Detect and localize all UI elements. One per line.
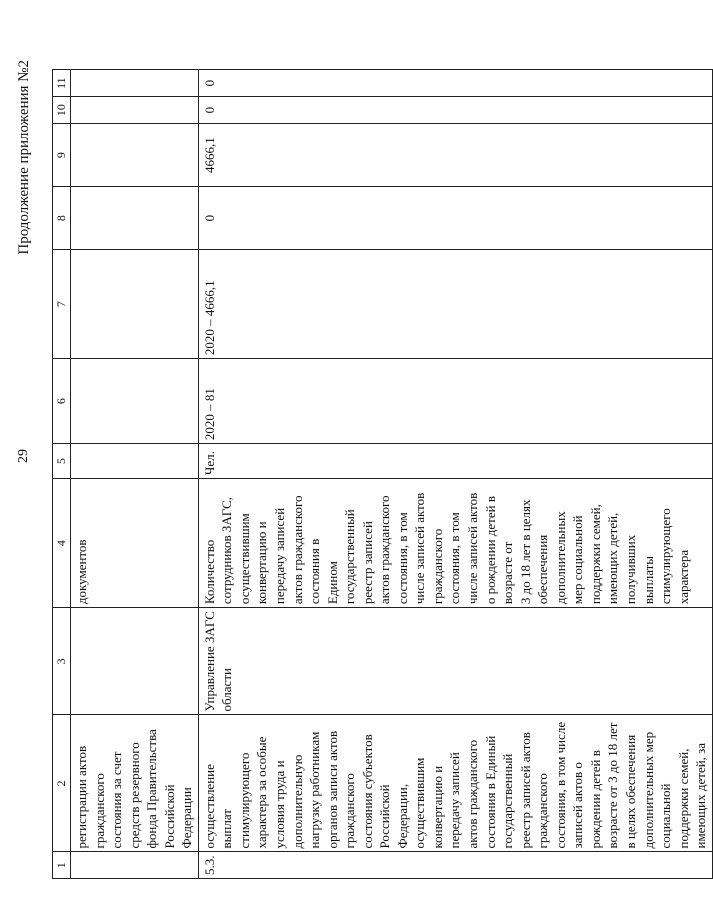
text-line: характера (675, 549, 691, 605)
text-line: Управление ЗАГС (201, 611, 217, 712)
text-line: реестр записей актов (517, 732, 533, 849)
cell (71, 444, 199, 479)
text-line: в целях обеспечения (622, 734, 638, 849)
page-number: 29 (16, 449, 31, 463)
text-line: гражданского (429, 528, 445, 605)
cell (71, 187, 199, 250)
text-line: Федерации, (394, 783, 410, 849)
cell (71, 70, 199, 97)
text-line: поддержки семей, (675, 748, 691, 849)
text-line: нагрузку работникам (307, 731, 323, 849)
text-line: дополнительную (289, 754, 305, 849)
text-line: состояния, в том числе (552, 721, 568, 849)
row2-col4-cell (198, 479, 712, 608)
text-line: реестр записей (359, 521, 375, 605)
text-line: мер социальной (570, 515, 586, 605)
text-line: о рождении детей в (482, 496, 498, 605)
text-line: Федерации (179, 787, 195, 849)
row2-col3-cell (198, 608, 712, 715)
row2-col2-cell (198, 715, 712, 852)
text-line: сотрудников ЗАГС, (219, 496, 235, 605)
text-line: записей актов о (570, 762, 586, 849)
text-line: актов гражданского (289, 495, 305, 605)
row1-col2-cell (71, 715, 199, 852)
text-line: гражданского (535, 773, 551, 849)
text-line: социальной (658, 783, 674, 849)
row1-col4-cell (71, 479, 199, 608)
text-line: дополнительных (552, 511, 568, 605)
unit-cell: Чел. (198, 444, 712, 479)
cell (71, 97, 199, 124)
col-num-4: 4 (53, 479, 71, 608)
text-line: Российской (161, 784, 177, 849)
text-line: органов записи актов (324, 730, 340, 849)
text-line: дополнительных мер (640, 731, 656, 849)
col-num-2: 2 (53, 715, 71, 852)
table-row (198, 70, 712, 879)
text-line: Российской (377, 784, 393, 849)
col-num-9: 9 (53, 124, 71, 187)
cell (71, 250, 199, 359)
row2-col8-cell: 0 (198, 187, 712, 250)
text-line: получивших (622, 534, 638, 605)
text-line: числе записей актов (412, 492, 428, 605)
text-line: передачу записей (447, 752, 463, 849)
text-line: возрасте от (500, 541, 516, 605)
text-line: условия труда и (272, 760, 288, 849)
text-line: состояния за счет (109, 751, 125, 849)
text-line: состояния, в том (447, 512, 463, 605)
text-line: имеющих детей, за (693, 742, 709, 849)
text-line: числе записей актов (465, 492, 481, 605)
col-num-11: 11 (53, 70, 71, 97)
text-line: состояния в Единый (482, 735, 498, 849)
row2-col9-cell: 4666,1 (198, 124, 712, 187)
text-line: области (219, 668, 235, 712)
text-line: 3 до 18 лет в целях (517, 499, 533, 605)
text-line: конвертацию и (429, 765, 445, 849)
text-line: актов гражданского (377, 495, 393, 605)
cell (71, 359, 199, 444)
text-line: Количество (201, 539, 217, 605)
col-num-5: 5 (53, 444, 71, 479)
text-line: осуществление (201, 764, 217, 849)
cell (71, 608, 199, 715)
col-num-10: 10 (53, 97, 71, 124)
text-line: поддержки семей, (587, 504, 603, 605)
col-num-3: 3 (53, 608, 71, 715)
text-line: Едином (324, 561, 340, 605)
col-num-8: 8 (53, 187, 71, 250)
text-line: состояния, в том (394, 512, 410, 605)
continuation-heading: Продолжение приложения №2 (16, 60, 32, 255)
text-line: имеющих детей, (605, 512, 621, 605)
text-line: осуществившим (236, 513, 252, 605)
text-line: стимулирующего (658, 508, 674, 605)
text-line: выплаты (640, 555, 656, 605)
col-num-6: 6 (53, 359, 71, 444)
text-line: гражданского (91, 773, 107, 849)
row2-col6-cell: 2020 – 81 (198, 359, 712, 444)
cell (71, 124, 199, 187)
text-line: обеспечения (535, 534, 551, 605)
text-line: возрасте от 3 до 18 лет (605, 722, 621, 849)
text-line: передачу записей (272, 507, 288, 605)
text-line: стимулирующего (236, 752, 252, 849)
text-line: регистрации актов (74, 745, 89, 849)
text-line: документов (74, 539, 89, 605)
row2-col7-cell: 2020 – 4666,1 (198, 250, 712, 359)
text-line: выплат (219, 809, 235, 849)
table-row (71, 70, 199, 879)
text-line: рождении детей в (587, 750, 603, 849)
col-num-7: 7 (53, 250, 71, 359)
text-line: государственный (342, 509, 358, 605)
text-line: конвертацию и (254, 521, 270, 605)
text-line: фонда Правительства (144, 729, 160, 849)
cell (71, 852, 199, 879)
text-line: состояния субъектов (359, 734, 375, 849)
appendix-table (52, 69, 713, 879)
text-line: средств резервного (126, 742, 142, 849)
text-line: осуществившим (412, 757, 428, 849)
col-num-1: 1 (53, 852, 71, 879)
text-line: гражданского (342, 773, 358, 849)
row2-col10-cell: 0 (198, 97, 712, 124)
text-line: государственный (500, 753, 516, 849)
text-line: актов гражданского (465, 739, 481, 849)
text-line: состояния в (307, 538, 323, 605)
row-number-cell: 5.3. (198, 852, 712, 879)
text-line: характера за особые (254, 736, 270, 849)
column-number-row (53, 70, 71, 879)
row2-col11-cell: 0 (198, 70, 712, 97)
